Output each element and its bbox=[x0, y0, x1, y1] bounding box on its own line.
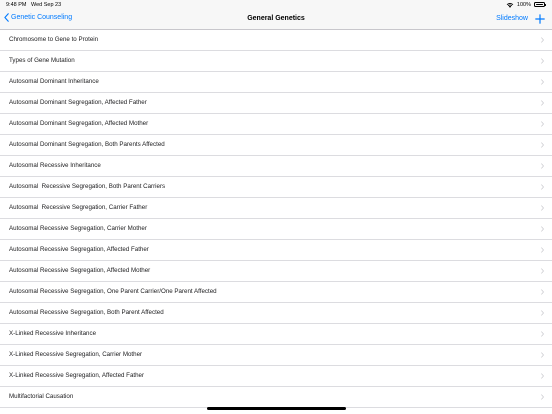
chevron-right-icon bbox=[541, 205, 544, 211]
list-item-label: Autosomal Recessive Segregation, Both Parent Carriers bbox=[9, 183, 166, 190]
chevron-right-icon bbox=[541, 394, 544, 400]
chevron-right-icon bbox=[541, 310, 544, 316]
list-item[interactable] bbox=[0, 219, 552, 240]
list-item-label: Chromosome to Gene to Protein bbox=[9, 36, 99, 43]
list-item-label: Autosomal Dominant Inheritance bbox=[9, 78, 99, 85]
list-item[interactable] bbox=[0, 114, 552, 135]
list-item[interactable] bbox=[0, 72, 552, 93]
page-title: General Genetics bbox=[247, 15, 305, 22]
chevron-right-icon bbox=[541, 247, 544, 253]
status-time: 9:48 PM bbox=[6, 2, 27, 8]
topic-list bbox=[0, 30, 552, 408]
list-item-label: Autosomal Dominant Segregation, Both Parents Affected bbox=[9, 141, 165, 148]
list-item-label: Autosomal Recessive Segregation, Both Parent Affected bbox=[9, 309, 164, 316]
chevron-right-icon bbox=[541, 352, 544, 358]
list-item[interactable] bbox=[0, 282, 552, 303]
status-indicators bbox=[506, 2, 545, 8]
list-item[interactable] bbox=[0, 135, 552, 156]
list-item-label: Autosomal Recessive Inheritance bbox=[9, 162, 101, 169]
list-item-label: Types of Gene Mutation bbox=[9, 57, 75, 64]
status-date: Wed Sep 23 bbox=[31, 2, 62, 8]
list-item[interactable] bbox=[0, 303, 552, 324]
chevron-right-icon bbox=[541, 226, 544, 232]
list-item-label: X-Linked Recessive Segregation, Carrier Mother bbox=[9, 351, 143, 358]
list-item-label: X-Linked Recessive Segregation, Affected Father bbox=[9, 372, 145, 379]
list-item-label: Autosomal Recessive Segregation, Affected Mother bbox=[9, 267, 151, 274]
list-item-label: Autosomal Recessive Segregation, Affected Father bbox=[9, 246, 149, 253]
chevron-right-icon bbox=[541, 268, 544, 274]
battery-icon bbox=[534, 2, 545, 7]
chevron-right-icon bbox=[541, 37, 544, 43]
list-item-label: Autosomal Recessive Segregation, One Parent Carrier/One Parent Affected bbox=[9, 288, 217, 295]
home-indicator[interactable] bbox=[207, 407, 346, 410]
add-button[interactable] bbox=[535, 14, 545, 24]
battery-level bbox=[536, 4, 544, 6]
list-item[interactable] bbox=[0, 387, 552, 408]
chevron-right-icon bbox=[541, 121, 544, 127]
list-item[interactable] bbox=[0, 240, 552, 261]
chevron-right-icon bbox=[541, 100, 544, 106]
list-item-label: Multifactorial Causation bbox=[9, 393, 74, 400]
list-item-label: Autosomal Dominant Segregation, Affected Father bbox=[9, 99, 147, 106]
list-item-label: Autosomal Dominant Segregation, Affected Mother bbox=[9, 120, 149, 127]
list-item[interactable] bbox=[0, 156, 552, 177]
chevron-right-icon bbox=[541, 331, 544, 337]
back-button-label: Genetic Counseling bbox=[11, 14, 73, 21]
chevron-right-icon bbox=[541, 373, 544, 379]
list-item[interactable] bbox=[0, 324, 552, 345]
battery-percent: 100% bbox=[516, 1, 531, 8]
list-item[interactable] bbox=[0, 93, 552, 114]
slideshow-button[interactable]: Slideshow bbox=[496, 15, 528, 22]
chevron-right-icon bbox=[541, 58, 544, 64]
chevron-right-icon bbox=[541, 289, 544, 295]
plus-icon bbox=[535, 14, 545, 24]
list-item[interactable] bbox=[0, 345, 552, 366]
status-bar bbox=[0, 0, 552, 10]
wifi-icon bbox=[506, 2, 514, 8]
chevron-right-icon bbox=[541, 184, 544, 190]
list-item-label: Autosomal Recessive Segregation, Carrier Mother bbox=[9, 225, 147, 232]
list-item[interactable] bbox=[0, 261, 552, 282]
chevron-right-icon bbox=[541, 79, 544, 85]
list-item[interactable] bbox=[0, 177, 552, 198]
list-item[interactable] bbox=[0, 30, 552, 51]
list-item[interactable] bbox=[0, 366, 552, 387]
list-item[interactable] bbox=[0, 51, 552, 72]
list-item[interactable] bbox=[0, 198, 552, 219]
list-item-label: Autosomal Recessive Segregation, Carrier Father bbox=[9, 204, 148, 211]
list-item-label: X-Linked Recessive Inheritance bbox=[9, 330, 97, 337]
chevron-right-icon bbox=[541, 142, 544, 148]
chevron-right-icon bbox=[541, 163, 544, 169]
navigation-bar bbox=[0, 10, 552, 30]
